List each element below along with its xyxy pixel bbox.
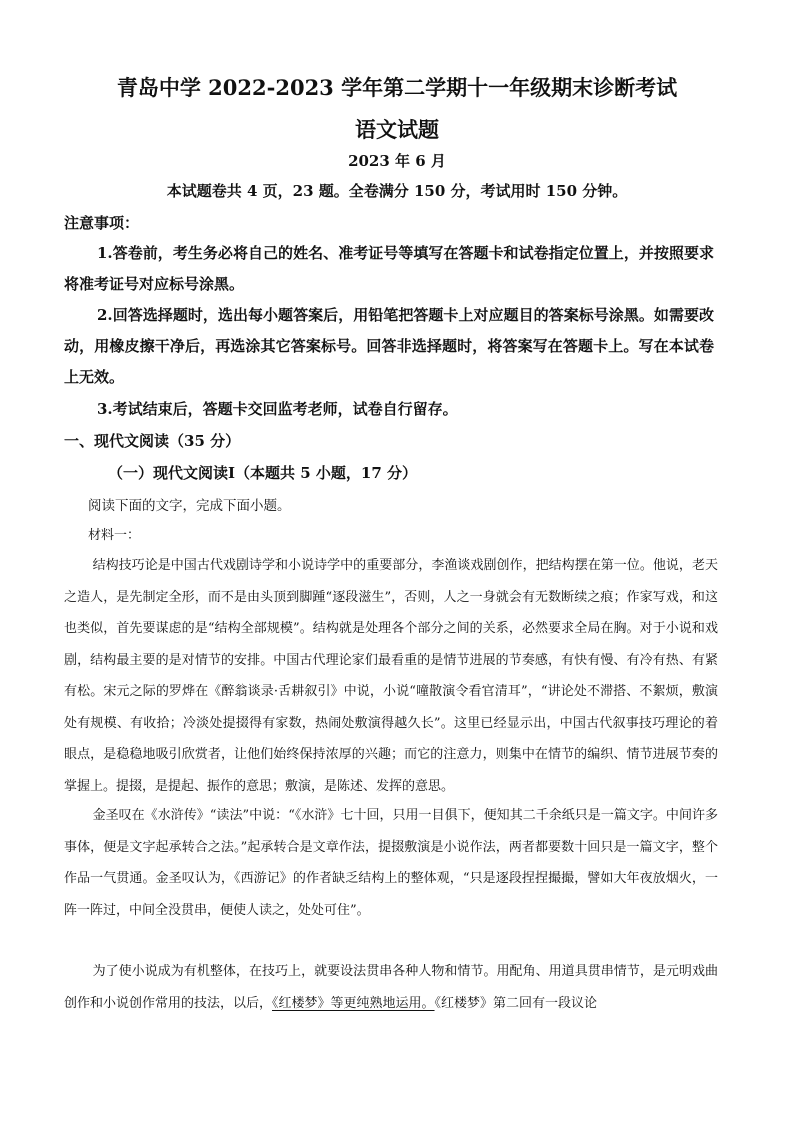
notice-item-3: 3.考试结束后，答题卡交回监考老师，试卷自行留存。 <box>97 400 458 418</box>
exam-date: 2023 年 6 月 <box>348 152 446 170</box>
reading-instruction: 阅读下面的文字，完成下面小题。 <box>88 498 291 514</box>
passage-paragraph-1: 结构技巧论是中国古代戏剧诗学和小说诗学中的重要部分，李渔谈戏剧创作，把结构摆在第一位。他说，老天之造人，是先制定全形，而不是由头顶到脚踵“逐段滋生”，否则，人之一身就会有无数断续之痕；作家写戏，和这也类似，首先要谋虑的是“结构全部规模”。结构就是处理各个部分之间的关系，必然要求全局在胸。对于小说和戏剧，结构最主要的是对情节的安排。中国古代理论家们最看重的是情节进展的节奏感，有快有慢、有冷有热、有紧有松。宋元之际的罗烨在《醉翁谈录·舌耕叙引》中说，小说“噇散演令看官清耳”，“讲论处不滞搭、不絮烦，敷演处有规模、有收拾；冷淡处提掇得有家数，热闹处敷演得越久长”。这里已经显示出，中国古代叙事技巧理论的着眼点，是稳稳地吸引欣赏者，让他们始终保持浓厚的兴趣；而它的注意力，则集中在情节的编织、情节进展节奏的掌握上。提掇，是提起、振作的意思；敷演，是陈述、发挥的意思。 <box>64 558 718 794</box>
section-heading: 一、现代文阅读（35 分） <box>64 432 241 450</box>
notice-item-2: 2.回答选择题时，选出每小题答案后，用铅笔把答题卡上对应题目的答案标号涂黑。如需要改动，用橡皮擦干净后，再选涂其它答案标号。回答非选择题时，将答案写在答题卡上。写在本试卷上无效。 <box>64 306 714 386</box>
passage-p3-text-after: 《红楼梦》第二回有一段议论 <box>434 995 598 1011</box>
passage-p3-underlined: 《红楼梦》等更纯熟地运用。 <box>272 995 435 1011</box>
exam-summary: 本试题卷共 4 页，23 题。全卷满分 150 分，考试用时 150 分钟。 <box>166 182 628 200</box>
subsection-heading: （一）现代文阅读Ⅰ（本题共 5 小题，17 分） <box>108 464 417 482</box>
notice-item-1: 1.答卷前，考生务必将自己的姓名、准考证号等填写在答题卡和试卷指定位置上，并按照要求将准考证号对应标号涂黑。 <box>64 244 714 293</box>
material-label: 材料一： <box>88 528 141 543</box>
passage-paragraph-3 <box>64 956 718 1019</box>
passage-paragraph-2: 金圣叹在《水浒传》“读法”中说：“《水浒》七十回，只用一目俱下，便知其二千余纸只是一篇文字。中间许多事体，便是文字起承转合之法。”起承转合是文章作法，提掇敷演是小说作法，两者都要数十回只是一篇文字，整个作品一气贯通。金圣叹认为，《西游记》的作者缺乏结构上的整体观，“只是逐段捏捏撮撮，譬如大年夜放烟火，一阵一阵过，中间全没贯串，便使人读之，处处可住”。 <box>64 808 718 918</box>
subject-title: 语文试题 <box>355 117 439 142</box>
passage-p3-text-before: 为了使小说成为有机整体，在技巧上，就要设法贯串各种人物和情节。用配角、用道具贯串情节，是元明戏曲创作和小说创作常用的技法，以后， <box>64 964 718 1011</box>
notice-heading: 注意事项： <box>64 214 140 232</box>
exam-title: 青岛中学 2022-2023 学年第二学期十一年级期末诊断考试 <box>116 75 678 100</box>
